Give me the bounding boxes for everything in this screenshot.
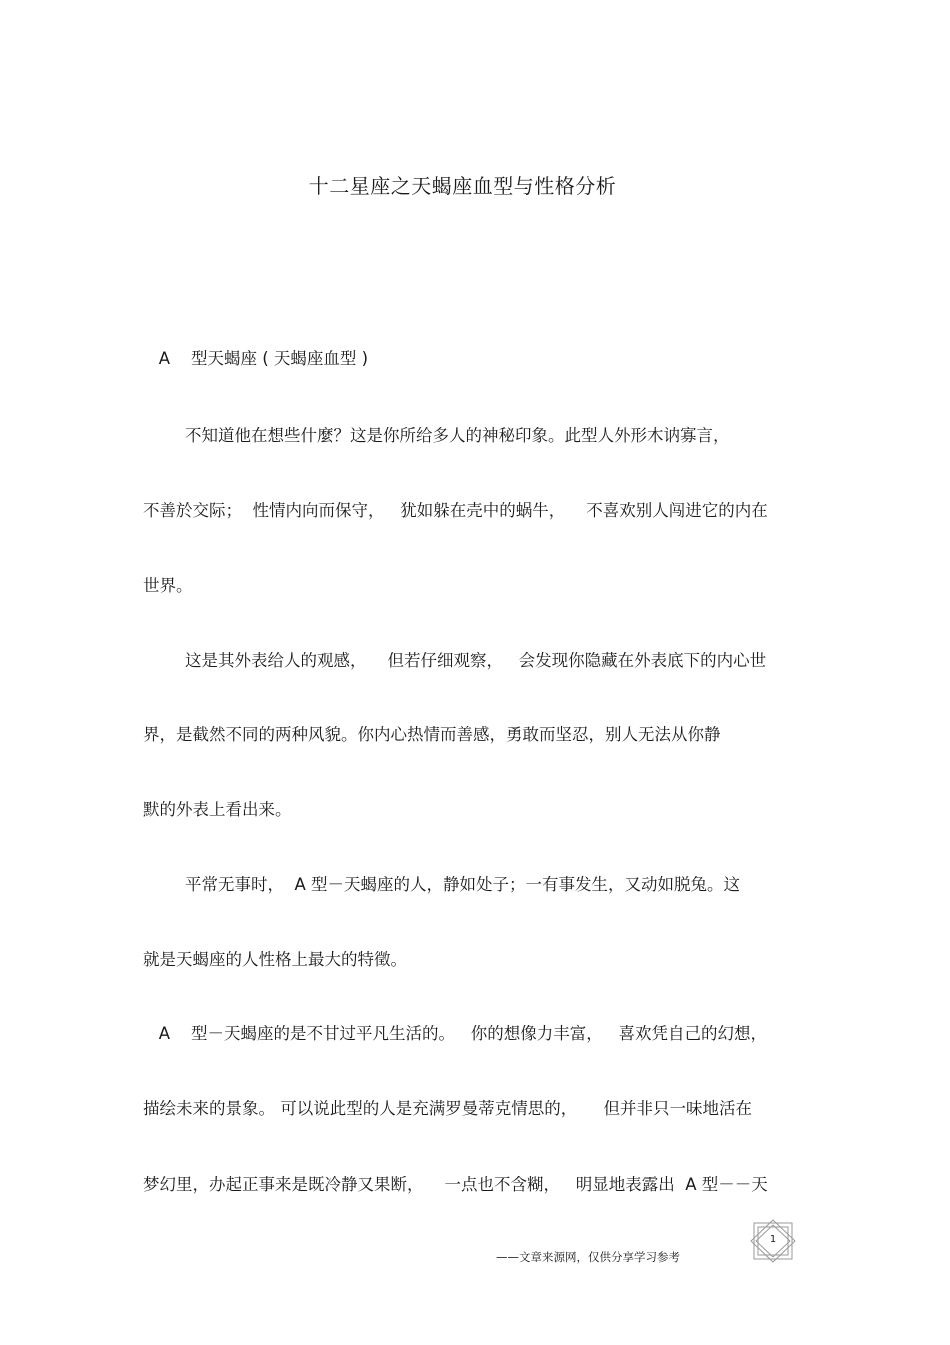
paragraph-line: 世界。	[143, 576, 193, 595]
paragraph-line: 就是天蝎座的人性格上最大的特徵。	[143, 950, 407, 969]
paragraph-line: 默的外表上看出来。	[143, 800, 292, 819]
paragraph-line: 平常无事时， A 型－天蝎座的人，静如处子；一有事发生，又动如脱兔。这	[143, 875, 740, 894]
paragraph-line: 梦幻里，办起正事来是既冷静又果断， 一点也不含糊， 明显地表露出 A 型－－天	[143, 1175, 768, 1194]
document-title: 十二星座之天蝎座血型与性格分析	[308, 174, 617, 198]
paragraph-line: 描绘未来的景象。 可以说此型的人是充满罗曼蒂克情思的， 但并非只一味地活在	[143, 1099, 752, 1118]
section-heading: A 型天蝎座 ( 天蝎座血型 )	[143, 349, 369, 368]
paragraph-line: 不知道他在想些什麼？这是你所给多人的神秘印象。此型人外形木讷寡言，	[143, 426, 730, 445]
page-number: 1	[769, 1234, 777, 1245]
paragraph-line: 界，是截然不同的两种风貌。你内心热情而善感，勇敢而坚忍，别人无法从你静	[143, 725, 721, 744]
page-number-badge	[748, 1219, 798, 1263]
footer-note: ——文章来源网，仅供分享学习参考	[496, 1250, 680, 1264]
paragraph-line: 这是其外表给人的观感， 但若仔细观察， 会发现你隐藏在外表底下的内心世	[143, 651, 767, 670]
paragraph-line: A 型－天蝎座的是不甘过平凡生活的。 你的想像力丰富， 喜欢凭自己的幻想，	[143, 1024, 767, 1043]
paragraph-line: 不善於交际； 性情内向而保守， 犹如躲在壳中的蜗牛， 不喜欢别人闯进它的内在	[143, 501, 768, 520]
